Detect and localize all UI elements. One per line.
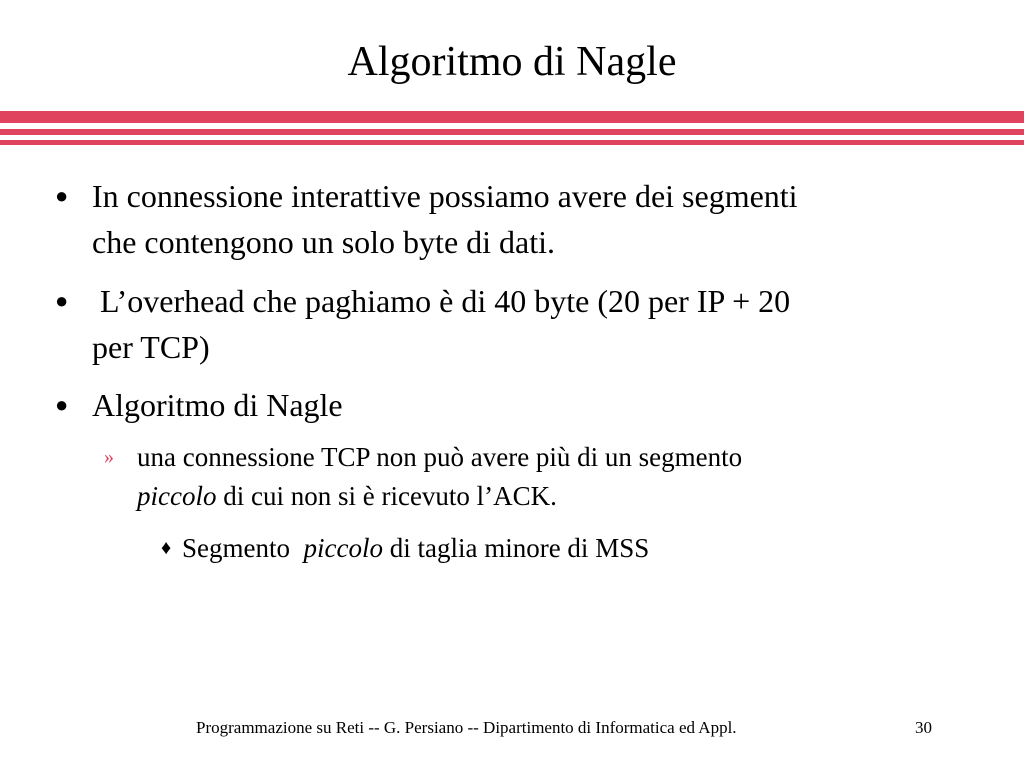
sub-bullet-line-2-rest: di cui non si è ricevuto l’ACK.	[216, 481, 557, 511]
bullet-dot-icon: ●	[55, 392, 69, 417]
subsub-bullet-text-before: Segmento	[182, 533, 304, 563]
page-number: 30	[915, 718, 932, 737]
diamond-icon: ♦	[161, 537, 172, 559]
title-divider-medium	[0, 129, 1024, 135]
sub-bullet-italic-word: piccolo	[137, 481, 217, 511]
bullet-item-1-line-1: In connessione interattive possiamo avere dei segmenti	[92, 178, 798, 214]
bullet-item-1-line-2: che contengono un solo byte di dati.	[92, 224, 556, 260]
title-divider-thick	[0, 111, 1024, 123]
bullet-item-2-line-2: per TCP)	[92, 329, 210, 365]
bullet-item-3-line-1: Algoritmo di Nagle	[92, 387, 343, 423]
subsub-bullet-text-after: di taglia minore di MSS	[382, 533, 650, 563]
title-divider-thin	[0, 140, 1024, 145]
bullet-dot-icon: ●	[55, 183, 69, 208]
chevron-right-icon: »	[104, 446, 114, 468]
sub-bullet-line-2	[137, 478, 557, 514]
subsub-bullet-italic-word: piccolo	[303, 533, 383, 563]
slide-title: Algoritmo di Nagle	[347, 39, 677, 85]
sub-bullet-line-1: una connessione TCP non può avere più di un segmento	[137, 442, 743, 472]
footer-text: Programmazione su Reti -- G. Persiano -- Dipartimento di Informatica ed Appl.	[196, 718, 737, 737]
subsub-bullet-line	[182, 530, 649, 566]
bullet-item-2-line-1: L’overhead che paghiamo è di 40 byte (20 per IP + 20	[92, 283, 791, 319]
bullet-dot-icon: ●	[55, 288, 69, 313]
